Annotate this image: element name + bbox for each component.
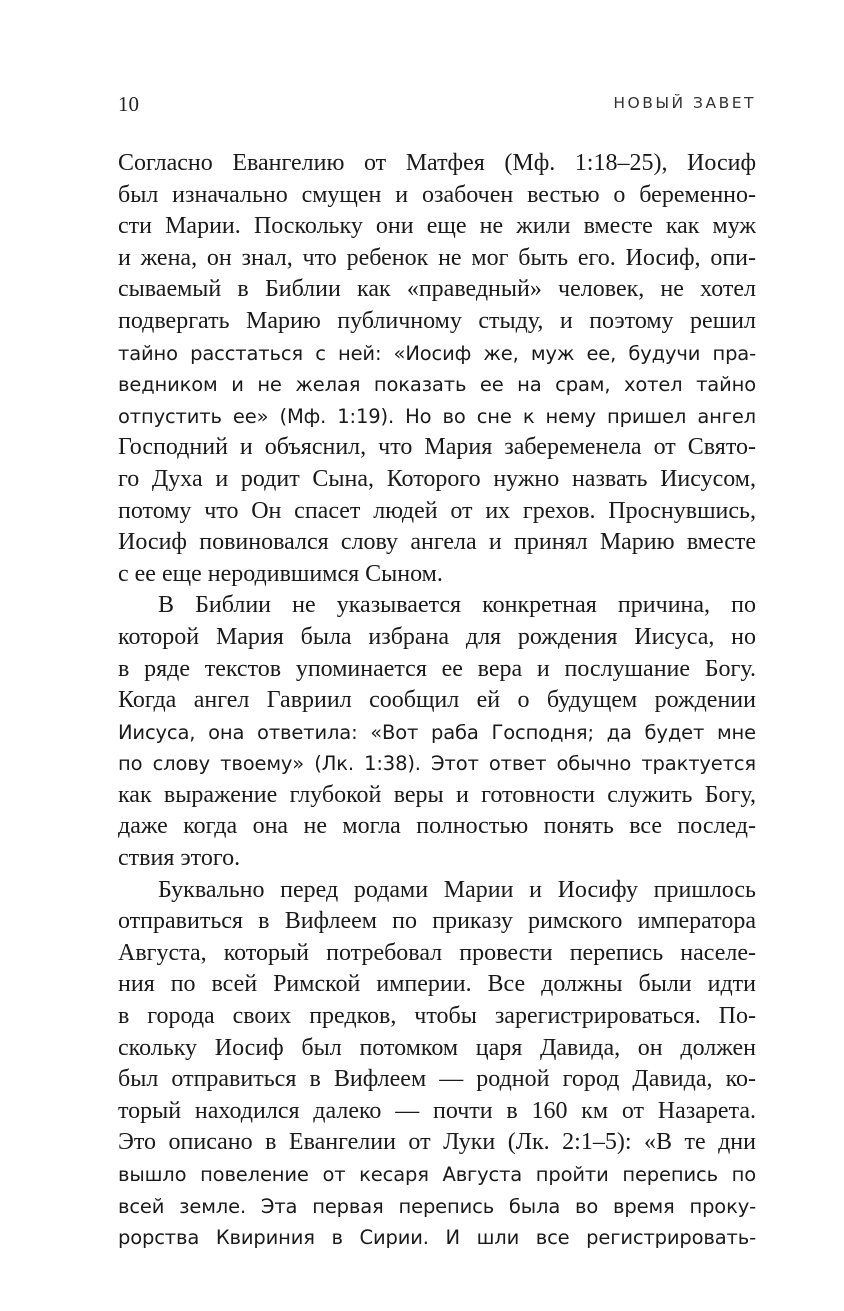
text-line: подвергать Марию публичному стыду, и поэтому решил <box>118 307 756 334</box>
text-line: был изначально смущен и озабочен вестью о беременно- <box>118 181 756 208</box>
page-number: 10 <box>118 92 139 116</box>
text-line: Согласно Евангелию от Матфея (Мф. 1:18–25), Иосиф <box>118 150 756 176</box>
text-line: в ряде текстов упоминается ее вера и послушание Богу. <box>118 655 756 682</box>
quote-line: рорства Квириния в Сирии. И шли все регистрировать- <box>118 1226 756 1250</box>
quote-line: вышло повеление от кесаря Августа пройти перепись по <box>118 1163 756 1186</box>
text-line: скольку Иосиф был потомком царя Давида, он должен <box>118 1034 756 1061</box>
quote-line: тайно расстаться с ней: «Иосиф же, муж ее, будучи пра- <box>118 341 756 365</box>
text-line: которой Мария была избрана для рождения Иисуса, но <box>118 623 756 650</box>
paragraph-first-line: В Библии не указывается конкретная причина, по <box>158 592 756 619</box>
text-line: был отправиться в Вифлеем — родной город Давида, ко- <box>118 1066 756 1093</box>
body-text <box>118 148 756 1254</box>
running-title: НОВЫЙ ЗАВЕТ <box>613 94 756 112</box>
text-line: даже когда она не могла полностью понять все послед- <box>118 813 756 840</box>
text-line: в города своих предков, чтобы зарегистрироваться. По- <box>118 1003 756 1030</box>
text-line: сываемый в Библии как «праведный» человек, не хотел <box>118 276 756 303</box>
text-line: и жена, он знал, что ребенок не мог быть его. Иосиф, опи- <box>118 244 756 271</box>
text-line: с ее еще неродившимся Сыном. <box>118 560 443 587</box>
text-line: Иосиф повиновался слову ангела и принял Марию вместе <box>118 529 756 556</box>
quote-line: ведником и не желая показать ее на срам, хотел тайно <box>118 373 756 397</box>
text-line: торый находился далеко — почти в 160 км от Назарета. <box>118 1097 756 1124</box>
text-line: отправиться в Вифлеем по приказу римского императора <box>118 908 756 935</box>
quote-line: по слову твоему» (Лк. 1:38). Этот ответ обычно трактуется <box>118 752 756 776</box>
text-line: го Духа и родит Сына, Которого нужно назвать Иисусом, <box>118 465 756 492</box>
paragraph-first-line: Буквально перед родами Марии и Иосифу пришлось <box>158 876 756 903</box>
text-line: сти Марии. Поскольку они еще не жили вместе как муж <box>118 213 756 240</box>
text-line: ния по всей Римской империи. Все должны были идти <box>118 971 756 998</box>
text-line: как выражение глубокой веры и готовности служить Богу, <box>118 781 756 808</box>
text-line: потому что Он спасет людей от их грехов. Проснувшись, <box>118 497 756 524</box>
text-line: Когда ангел Гавриил сообщил ей о будущем рождении <box>118 687 756 714</box>
page-header <box>118 92 756 122</box>
quote-line: отпустить ее» (Мф. 1:19). Но во сне к нему пришел ангел <box>118 404 756 428</box>
quote-line: всей земле. Эта первая перепись была во время проку- <box>118 1194 756 1218</box>
text-line: Это описано в Евангелии от Луки (Лк. 2:1–5): «В те дни <box>118 1129 756 1156</box>
text-line: Августа, который потребовал провести перепись населе- <box>118 939 756 966</box>
quote-line: Иисуса, она ответила: «Вот раба Господня; да будет мне <box>118 720 756 744</box>
text-line: ствия этого. <box>118 845 241 872</box>
text-line: Господний и объяснил, что Мария забеременела от Свято- <box>118 434 756 461</box>
